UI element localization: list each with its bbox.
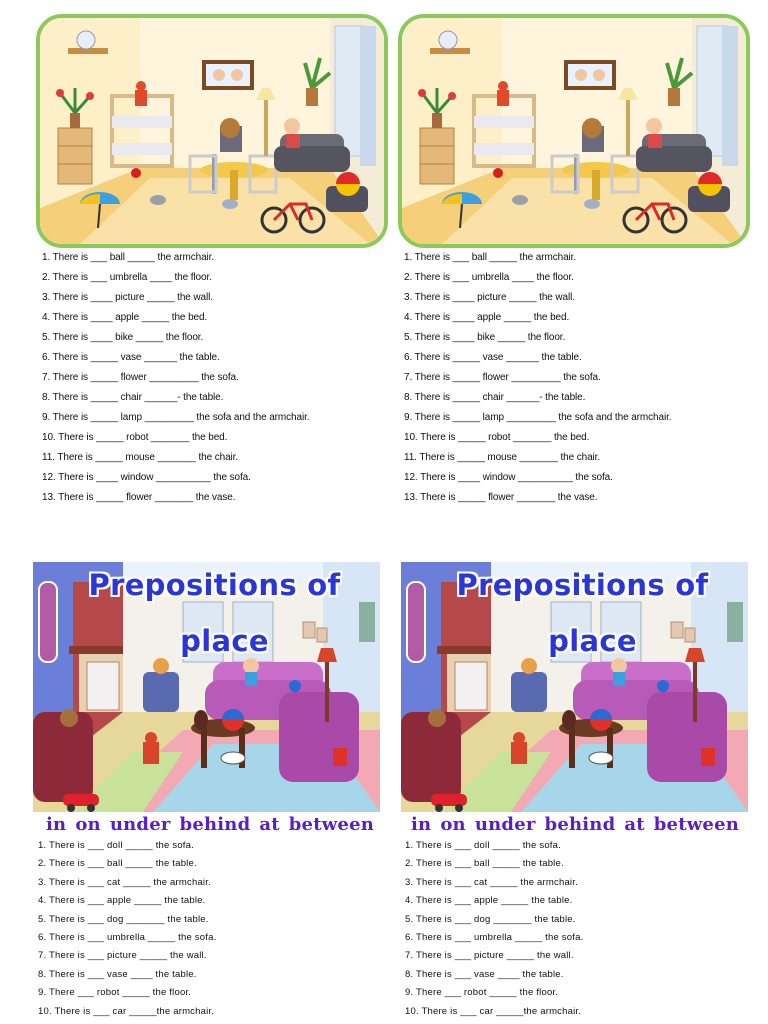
exercise-sentence: 9. There is _____ lamp _________ the sofa and the armchair. [42,412,310,423]
exercise-sentence: 6. There is ___ umbrella _____ the sofa. [38,932,217,944]
exercise-sentence: 6. There is _____ vase ______ the table. [42,352,220,363]
exercise-sentence: 1. There is ___ ball _____ the armchair. [404,252,577,263]
exercise-sentence: 11. There is _____ mouse _______ the chair. [404,452,601,463]
preposition-word-bank-right [411,814,748,835]
preposition-word: on [75,814,101,835]
exercise-sentence: 7. There is _____ flower _________ the sofa. [42,372,239,383]
bedroom-frame [398,14,750,248]
bedroom-illustration-left [36,14,388,248]
exercise-list-bedroom-left [42,248,309,508]
exercise-sentence: 9. There is _____ lamp _________ the sofa and the armchair. [404,412,672,423]
page-title-line-2: place [548,624,637,658]
exercise-list-living-room-right [405,837,583,1021]
exercise-sentence: 2. There is ___ umbrella ____ the floor. [404,272,574,283]
page-title-line-1: Prepositions of [88,568,341,602]
exercise-sentence: 10. There is _____ robot _______ the bed. [42,432,228,443]
exercise-sentence: 7. There is _____ flower _________ the sofa. [404,372,601,383]
exercise-sentence: 11. There is _____ mouse _______ the chair. [42,452,239,463]
exercise-sentence: 12. There is ____ window __________ the sofa. [404,472,613,483]
exercise-sentence: 10. There is ___ car _____the armchair. [38,1005,215,1017]
preposition-word: under [474,814,536,835]
exercise-sentence: 9. There ___ robot _____ the floor. [38,987,192,999]
preposition-word: in [411,814,432,835]
bedroom-scene [40,18,384,244]
exercise-sentence: 10. There is _____ robot _______ the bed. [404,432,590,443]
exercise-sentence: 2. There is ___ umbrella ____ the floor. [42,272,212,283]
living-room-illustration-right [401,562,748,812]
bedroom-illustration-right [398,14,750,248]
bedroom-frame [36,14,388,248]
exercise-sentence: 9. There ___ robot _____ the floor. [405,987,559,999]
exercise-sentence: 10. There is ___ car _____the armchair. [405,1005,582,1017]
preposition-word: between [653,814,740,835]
preposition-word: under [109,814,171,835]
exercise-list-living-room-left [38,837,216,1021]
exercise-sentence: 3. There is ___ cat _____ the armchair. [405,876,578,888]
exercise-sentence: 8. There is ___ vase ____ the table. [38,968,197,980]
exercise-sentence: 2. There is ___ ball _____ the table. [38,858,197,870]
exercise-sentence: 4. There is ___ apple _____ the table. [405,895,573,907]
bedroom-scene [402,18,746,244]
exercise-list-bedroom-right [404,248,671,508]
exercise-sentence: 1. There is ___ doll _____ the sofa. [405,840,561,851]
exercise-sentence: 2. There is ___ ball _____ the table. [405,858,564,870]
preposition-word: in [46,814,67,835]
exercise-sentence: 13. There is _____ flower _______ the vase. [42,492,236,503]
exercise-sentence: 5. There is ____ bike _____ the floor. [42,332,204,343]
exercise-sentence: 5. There is ____ bike _____ the floor. [404,332,566,343]
exercise-sentence: 4. There is ____ apple _____ the bed. [42,312,208,323]
exercise-sentence: 7. There is ___ picture _____ the wall. [405,950,574,962]
exercise-sentence: 13. There is _____ flower _______ the vase. [404,492,598,503]
exercise-sentence: 8. There is ___ vase ____ the table. [405,968,564,980]
page-title-line-2: place [180,624,269,658]
living-room-frame [33,562,380,812]
preposition-word: between [288,814,375,835]
preposition-word: at [624,814,645,835]
preposition-word: behind [179,814,251,835]
exercise-sentence: 3. There is ____ picture _____ the wall. [42,292,213,303]
exercise-sentence: 5. There is ___ dog _______ the table. [405,913,576,925]
exercise-sentence: 1. There is ___ doll _____ the sofa. [38,840,194,851]
page-title-line-1: Prepositions of [456,568,709,602]
exercise-sentence: 12. There is ____ window __________ the sofa. [42,472,251,483]
exercise-sentence: 8. There is _____ chair ______- the table. [404,392,586,403]
exercise-sentence: 1. There is ___ ball _____ the armchair. [42,252,215,263]
exercise-sentence: 7. There is ___ picture _____ the wall. [38,950,207,962]
preposition-word: behind [544,814,616,835]
exercise-sentence: 6. There is ___ umbrella _____ the sofa. [405,932,584,944]
preposition-word: at [259,814,280,835]
exercise-sentence: 3. There is ____ picture _____ the wall. [404,292,575,303]
exercise-sentence: 4. There is ___ apple _____ the table. [38,895,206,907]
living-room-illustration-left [33,562,380,812]
preposition-word-bank-left [46,814,383,835]
living-room-frame [401,562,748,812]
preposition-word: on [440,814,466,835]
exercise-sentence: 6. There is _____ vase ______ the table. [404,352,582,363]
exercise-sentence: 5. There is ___ dog _______ the table. [38,913,209,925]
exercise-sentence: 4. There is ____ apple _____ the bed. [404,312,570,323]
exercise-sentence: 3. There is ___ cat _____ the armchair. [38,876,211,888]
exercise-sentence: 8. There is _____ chair ______- the table. [42,392,224,403]
